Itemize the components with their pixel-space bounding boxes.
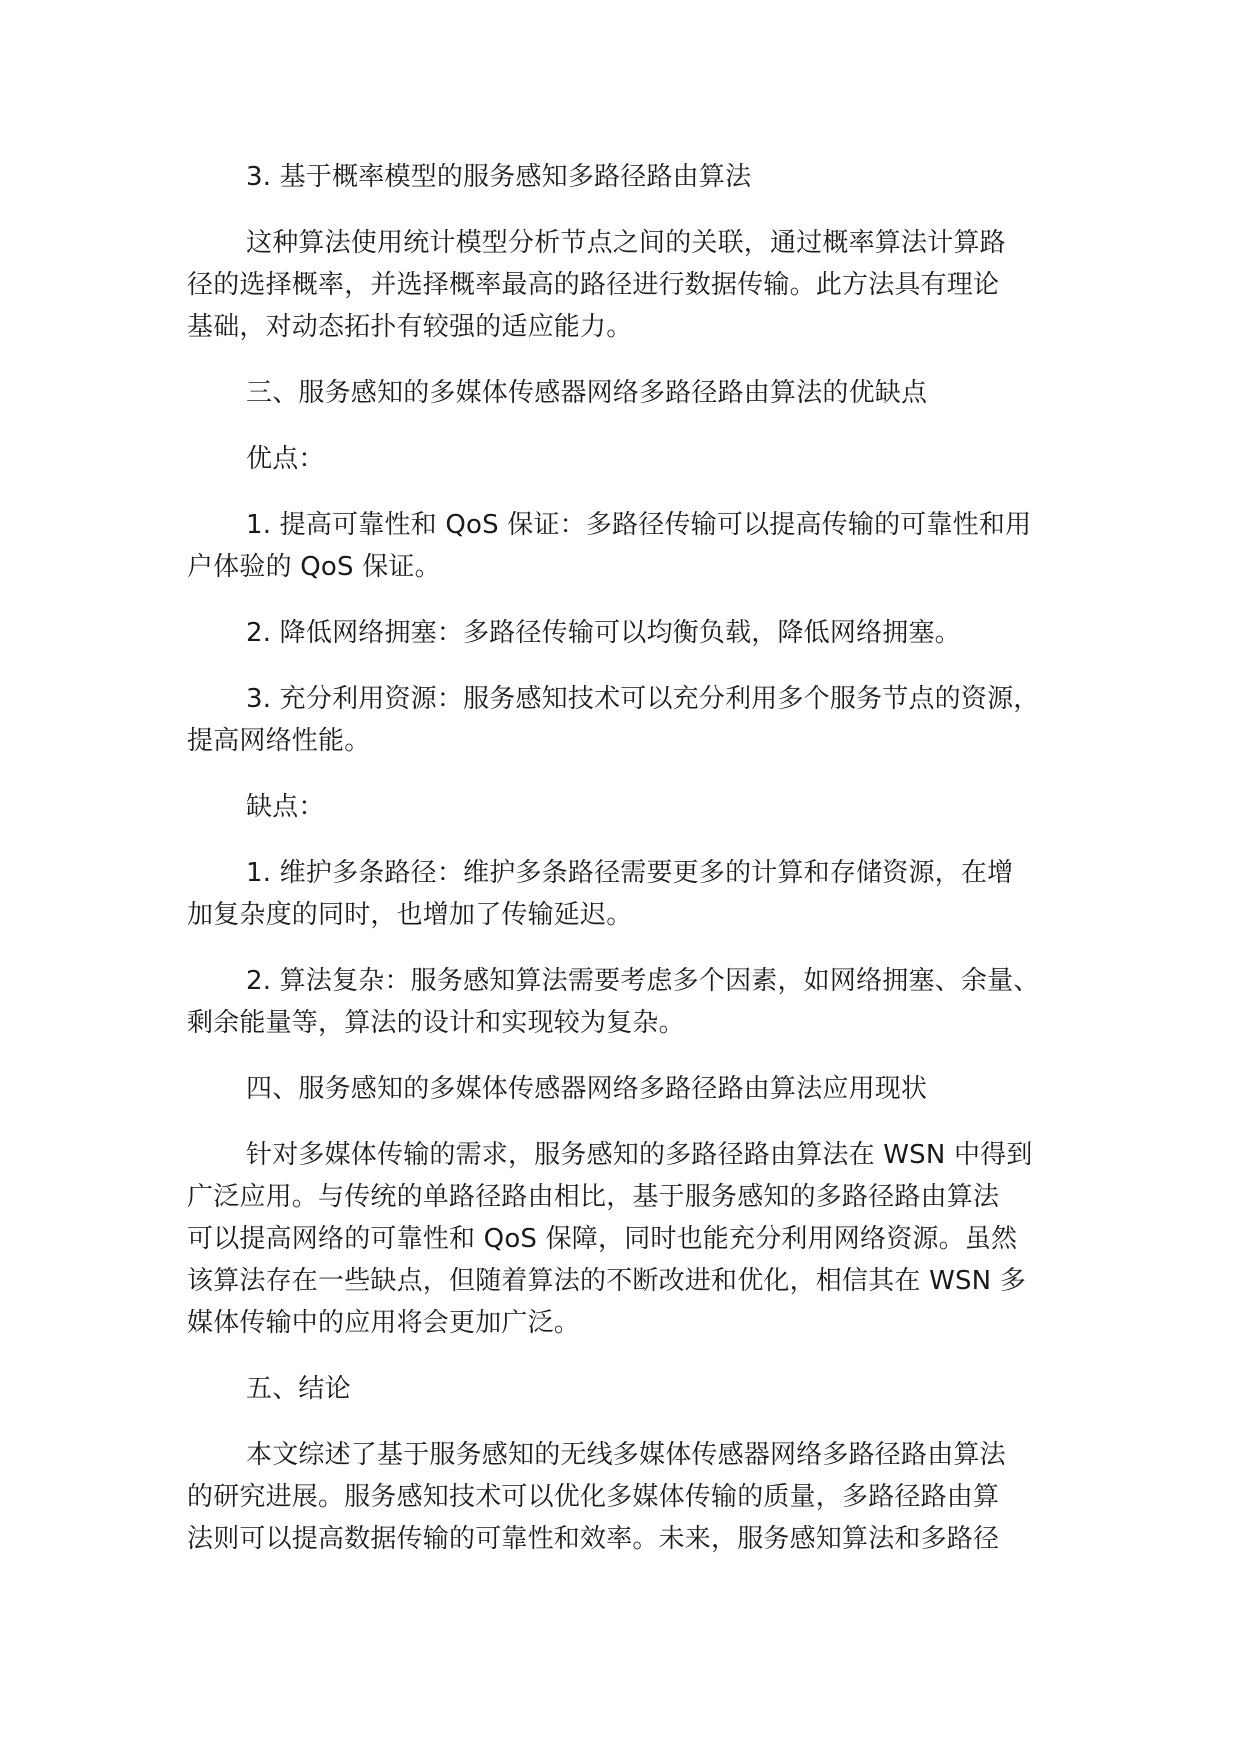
paragraph-line: 媒体传输中的应用将会更加广泛。 [187, 1308, 581, 1338]
paragraph-first-line: 1. 维护多条路径：维护多条路径需要更多的计算和存储资源，在增 [246, 858, 1014, 888]
paragraph [187, 1368, 1087, 1410]
paragraph-line: 户体验的 QoS 保证。 [187, 552, 441, 582]
paragraph [187, 1134, 1087, 1344]
paragraph [187, 156, 1087, 198]
paragraph [187, 1434, 1087, 1560]
document-body [187, 156, 1087, 1584]
paragraph [187, 222, 1087, 348]
paragraph-line: 该算法存在一些缺点，但随着算法的不断改进和优化，相信其在 WSN 多 [187, 1266, 1026, 1296]
paragraph-first-line: 缺点： [246, 792, 325, 822]
paragraph-first-line: 这种算法使用统计模型分析节点之间的关联，通过概率算法计算路 [246, 228, 1006, 258]
paragraph-first-line: 3. 基于概率模型的服务感知多路径路由算法 [246, 162, 752, 192]
paragraph-line: 剩余能量等，算法的设计和实现较为复杂。 [187, 1008, 685, 1038]
paragraph-line: 提高网络性能。 [187, 726, 371, 756]
paragraph-first-line: 优点： [246, 444, 325, 474]
paragraph [187, 852, 1087, 936]
paragraph-first-line: 本文综述了基于服务感知的无线多媒体传感器网络多路径路由算法 [246, 1440, 1006, 1470]
paragraph-first-line: 1. 提高可靠性和 QoS 保证：多路径传输可以提高传输的可靠性和用 [246, 510, 1032, 540]
paragraph [187, 612, 1087, 654]
paragraph-first-line: 五、结论 [246, 1374, 351, 1404]
paragraph-line: 径的选择概率，并选择概率最高的路径进行数据传输。此方法具有理论 [187, 270, 1000, 300]
paragraph-line: 法则可以提高数据传输的可靠性和效率。未来，服务感知算法和多路径 [187, 1524, 1000, 1554]
paragraph [187, 678, 1087, 762]
paragraph-line: 广泛应用。与传统的单路径路由相比，基于服务感知的多路径路由算法 [187, 1182, 1000, 1212]
paragraph-line: 可以提高网络的可靠性和 QoS 保障，同时也能充分利用网络资源。虽然 [187, 1224, 1018, 1254]
paragraph [187, 960, 1087, 1044]
paragraph-first-line: 针对多媒体传输的需求，服务感知的多路径路由算法在 WSN 中得到 [246, 1140, 1033, 1170]
paragraph-first-line: 三、服务感知的多媒体传感器网络多路径路由算法的优缺点 [246, 378, 928, 408]
paragraph-first-line: 2. 算法复杂：服务感知算法需要考虑多个因素，如网络拥塞、余量、 [246, 966, 1040, 996]
paragraph-line: 基础，对动态拓扑有较强的适应能力。 [187, 312, 633, 342]
paragraph [187, 504, 1087, 588]
paragraph-line: 的研究进展。服务感知技术可以优化多媒体传输的质量，多路径路由算 [187, 1482, 1000, 1512]
paragraph [187, 438, 1087, 480]
paragraph-first-line: 2. 降低网络拥塞：多路径传输可以均衡负载，降低网络拥塞。 [246, 618, 961, 648]
paragraph-first-line: 3. 充分利用资源：服务感知技术可以充分利用多个服务节点的资源， [246, 684, 1040, 714]
paragraph-line: 加复杂度的同时，也增加了传输延迟。 [187, 900, 633, 930]
paragraph-first-line: 四、服务感知的多媒体传感器网络多路径路由算法应用现状 [246, 1074, 928, 1104]
paragraph [187, 372, 1087, 414]
paragraph [187, 786, 1087, 828]
paragraph [187, 1068, 1087, 1110]
